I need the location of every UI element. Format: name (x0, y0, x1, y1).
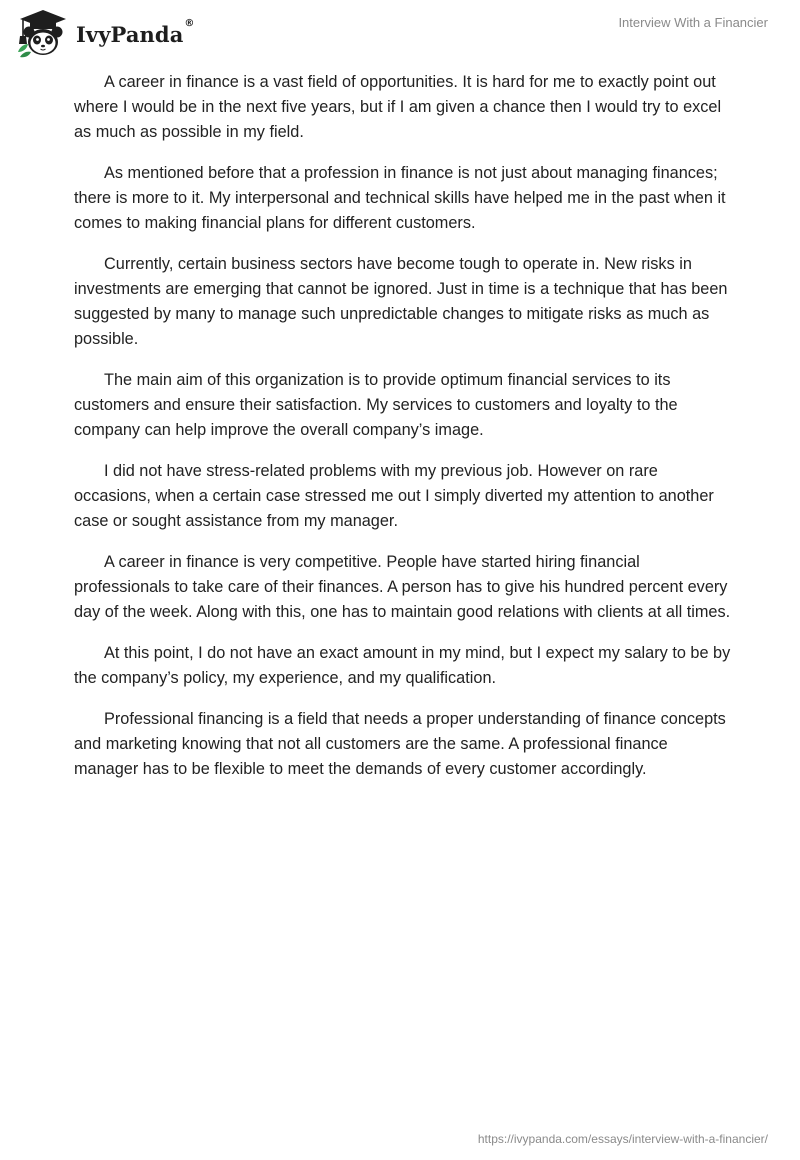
panda-graduate-icon (14, 8, 72, 58)
paragraph: A career in finance is very competitive. People have started hiring financial professionals to take care of their finances. A person has to give his hundred percent every day of the week. Along with this, one has to maintain good relations with clients at all times. (74, 553, 731, 621)
document-title: Interview With a Financier (618, 15, 768, 30)
essay-body (74, 70, 734, 798)
paragraph: Professional financing is a field that needs a proper understanding of finance concepts and marketing knowing that not all customers are the same. A professional finance manager has to be flexible to meet the demands of every customer accordingly. (74, 710, 726, 778)
registered-mark: ® (184, 17, 195, 29)
brand-name: IvyPanda (76, 21, 184, 47)
paragraph: The main aim of this organization is to provide optimum financial services to its customers and ensure their satisfaction. My services to customers and loyalty to the company can help improve the overall company’s image. (74, 371, 678, 439)
source-url-link[interactable]: https://ivypanda.com/essays/interview-with-a-financier/ (477, 1132, 768, 1146)
paragraph: Currently, certain business sectors have become tough to operate in. New risks in investments are emerging that cannot be ignored. Just in time is a technique that has been suggested by many to manage such unpredictable changes to mitigate risks as much as possible. (74, 255, 728, 348)
paragraph: As mentioned before that a profession in finance is not just about managing finances; there is more to it. My interpersonal and technical skills have helped me in the past when it comes to making financial plans for different customers. (74, 164, 726, 232)
paragraph: At this point, I do not have an exact amount in my mind, but I expect my salary to be by the company’s policy, my experience, and my qualification. (74, 644, 731, 687)
paragraph: A career in finance is a vast field of opportunities. It is hard for me to exactly point out where I would be in the next five years, but if I am given a chance then I would try to excel as much as possible in my field. (74, 73, 722, 141)
brand-logo[interactable] (14, 8, 194, 58)
paragraph: I did not have stress-related problems with my previous job. However on rare occasions, when a certain case stressed me out I simply diverted my attention to another case or sought assistance from my manager. (74, 462, 714, 530)
